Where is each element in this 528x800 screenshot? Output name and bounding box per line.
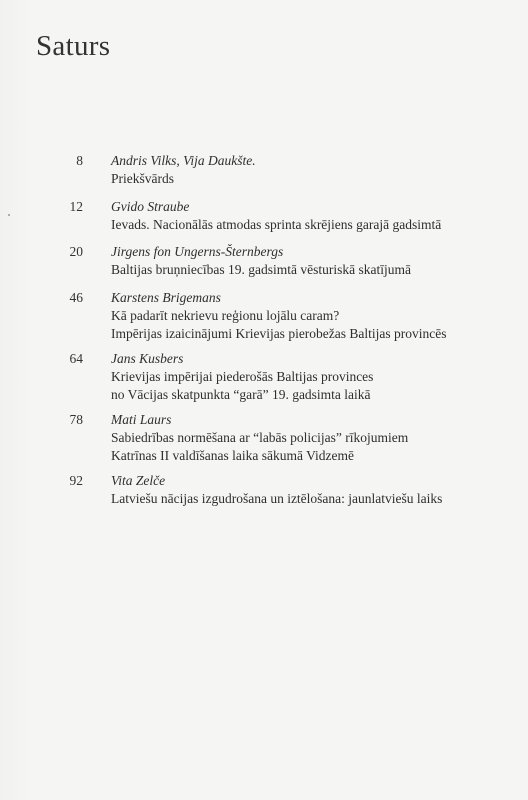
toc-title-line: Kā padarīt nekrievu reģionu lojālu caram? (111, 308, 340, 323)
toc-page-number: 92 (69, 473, 83, 488)
toc-page-number: 12 (69, 199, 83, 214)
toc-author: Vita Zelče (111, 473, 166, 488)
toc-title-line: Baltijas bruņniecības 19. gadsimtā vēsturiskā skatījumā (111, 262, 411, 277)
toc-page-number: 46 (69, 290, 83, 305)
page-title: Saturs (36, 30, 111, 62)
toc-entry-text (111, 411, 511, 465)
toc-title-line: Katrīnas II valdīšanas laika sākumā Vidzemē (111, 448, 354, 463)
toc-author: Jans Kusbers (111, 351, 184, 366)
toc-author: Gvido Straube (111, 199, 190, 214)
toc-entry-text (111, 289, 511, 343)
toc-page-number: 8 (76, 153, 83, 168)
toc-entry-text (111, 243, 511, 279)
toc-page-number: 20 (69, 244, 83, 259)
toc-author: Andris Vilks, Vija Daukšte. (111, 153, 256, 168)
toc-author: Karstens Brigemans (111, 290, 221, 305)
toc-entry-text (111, 152, 511, 188)
toc-title-line: Priekšvārds (111, 171, 174, 186)
toc-title-line: Ievads. Nacionālās atmodas sprinta skrējiens garajā gadsimtā (111, 217, 442, 232)
toc-author: Jirgens fon Ungerns-Šternbergs (111, 244, 284, 259)
toc-page-number: 78 (69, 412, 83, 427)
toc-title-line: Sabiedrības normēšana ar “labās policijas” rīkojumiem (111, 430, 409, 445)
toc-entry-text (111, 350, 511, 404)
toc-title-line: Krievijas impērijai piederošās Baltijas provinces (111, 369, 374, 384)
toc-page-number: 64 (69, 351, 83, 366)
toc-title-line: no Vācijas skatpunkta “garā” 19. gadsimta laikā (111, 387, 371, 402)
toc-entry-text (111, 472, 511, 508)
toc-author: Mati Laurs (111, 412, 172, 427)
toc-title-line: Impērijas izaicinājumi Krievijas pierobežas Baltijas provincēs (111, 326, 447, 341)
toc-entry-text (111, 198, 511, 234)
toc-title-line: Latviešu nācijas izgudrošana un iztēlošana: jaunlatviešu laiks (111, 491, 443, 506)
